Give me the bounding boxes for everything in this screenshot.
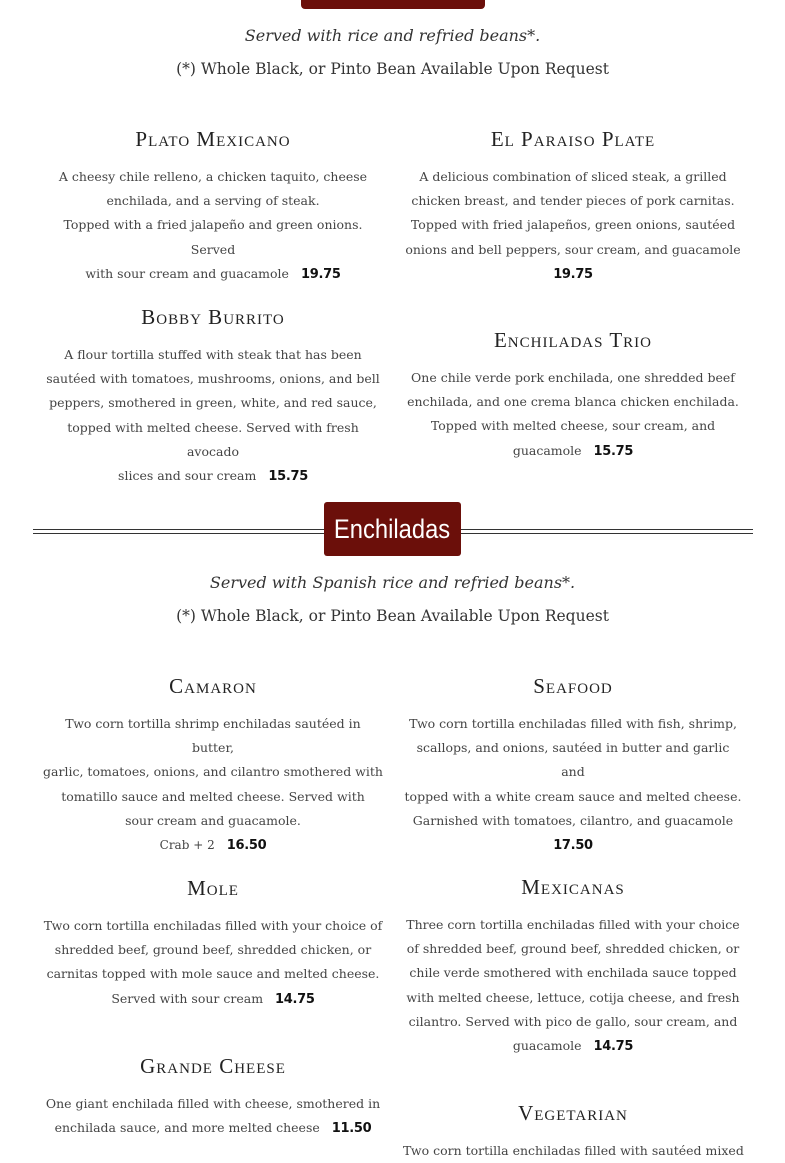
menu-item (43, 1054, 383, 1141)
item-price: 14.75 (593, 1039, 634, 1055)
item-description: One giant enchilada filled with cheese, smothered in enchilada sauce, and more melted cheese 11.50 (45, 1096, 381, 1137)
item-name: Bobby Burrito (141, 305, 285, 329)
menu-item (403, 674, 743, 858)
previous-section-banner (301, 0, 485, 9)
item-name: El Paraiso Plate (490, 127, 656, 151)
bean-note: (*) Whole Black, or Pinto Bean Available Upon Request (176, 60, 609, 78)
item-name: Vegetarian (518, 1101, 628, 1125)
item-name: Mexicanas (521, 875, 625, 899)
menu-item (403, 127, 743, 287)
menu-item (43, 127, 383, 287)
served-note: Served with rice and refried beans*. (244, 26, 541, 45)
bean-note: (*) Whole Black, or Pinto Bean Available Upon Request (176, 607, 609, 625)
item-price: 14.75 (275, 991, 315, 1007)
item-description: Two corn tortilla shrimp enchiladas sautéed in butter, garlic, tomatoes, onions, and cilantro smothered with tomatillo sauce and melted cheese. Served with sour cream and guacamole. Crab + 2 16.50 (43, 716, 383, 854)
item-description: Two corn tortilla enchiladas filled with sautéed mixed (403, 1143, 744, 1158)
item-name: Camaron (169, 674, 257, 698)
menu-item (403, 875, 743, 1059)
item-name: Grande Cheese (140, 1054, 286, 1078)
item-description: Three corn tortilla enchiladas filled with your choice of shredded beef, ground beef, shredded chicken, or chile verde smothered with enchilada sauce topped with melted cheese, lettuce, cotija cheese, and fresh cilantro. Served with pico de gallo, sour cream, and guacamole 14.75 (406, 917, 740, 1055)
menu-item (43, 305, 383, 489)
item-description: A delicious combination of sliced steak, a grilled chicken breast, and tender pieces of pork carnitas. Topped with fried jalapeños, green onions, sautéed onions and bell peppers, sour cream, and guacamole 19.75 (403, 165, 743, 287)
section-title: Enchiladas (324, 502, 461, 556)
menu-item (43, 876, 383, 1012)
menu-item (403, 1101, 743, 1163)
served-note: Served with Spanish rice and refried beans*. (209, 573, 576, 592)
item-price: 17.50 (553, 838, 593, 854)
item-extra: Crab + 2 (159, 838, 215, 853)
item-description: One chile verde pork enchilada, one shredded beef enchilada, and one crema blanca chicken enchilada. Topped with melted cheese, sour cream, and guacamole 15.75 (407, 370, 739, 459)
item-price: 11.50 (331, 1121, 372, 1137)
item-price: 19.75 (553, 266, 593, 282)
item-price: 15.75 (593, 443, 634, 459)
item-price: 19.75 (300, 266, 341, 282)
item-price: 16.50 (226, 838, 267, 854)
item-description: Two corn tortilla enchiladas filled with your choice of shredded beef, ground beef, shredded chicken, or carnitas topped with mole sauce and melted cheese. Served with sour cream 14.75 (43, 918, 383, 1007)
item-name: Enchiladas Trio (493, 328, 653, 352)
menu-item (403, 328, 743, 464)
item-description: A flour tortilla stuffed with steak that has been sautéed with tomatoes, mushrooms, onions, and bell peppers, smothered in green, white, and red sauce, topped with melted cheese. Served with fresh avocado slices and sour cream 15.75 (46, 347, 380, 485)
item-name: Seafood (533, 674, 613, 698)
item-price: 15.75 (268, 469, 308, 485)
item-name: Mole (187, 876, 239, 900)
item-description: A cheesy chile relleno, a chicken taquito, cheese enchilada, and a serving of steak. Topped with a fried jalapeño and green onions. Served with sour cream and guacamole 19.75 (58, 169, 368, 282)
item-description: Two corn tortilla enchiladas filled with fish, shrimp, scallops, and onions, sautéed in butter and garlic and topped with a white cream sauce and melted cheese. Garnished with tomatoes, cilantro, and guacamole 17.50 (403, 712, 743, 858)
menu-item (43, 674, 383, 858)
item-name: Plato Mexicano (135, 127, 291, 151)
